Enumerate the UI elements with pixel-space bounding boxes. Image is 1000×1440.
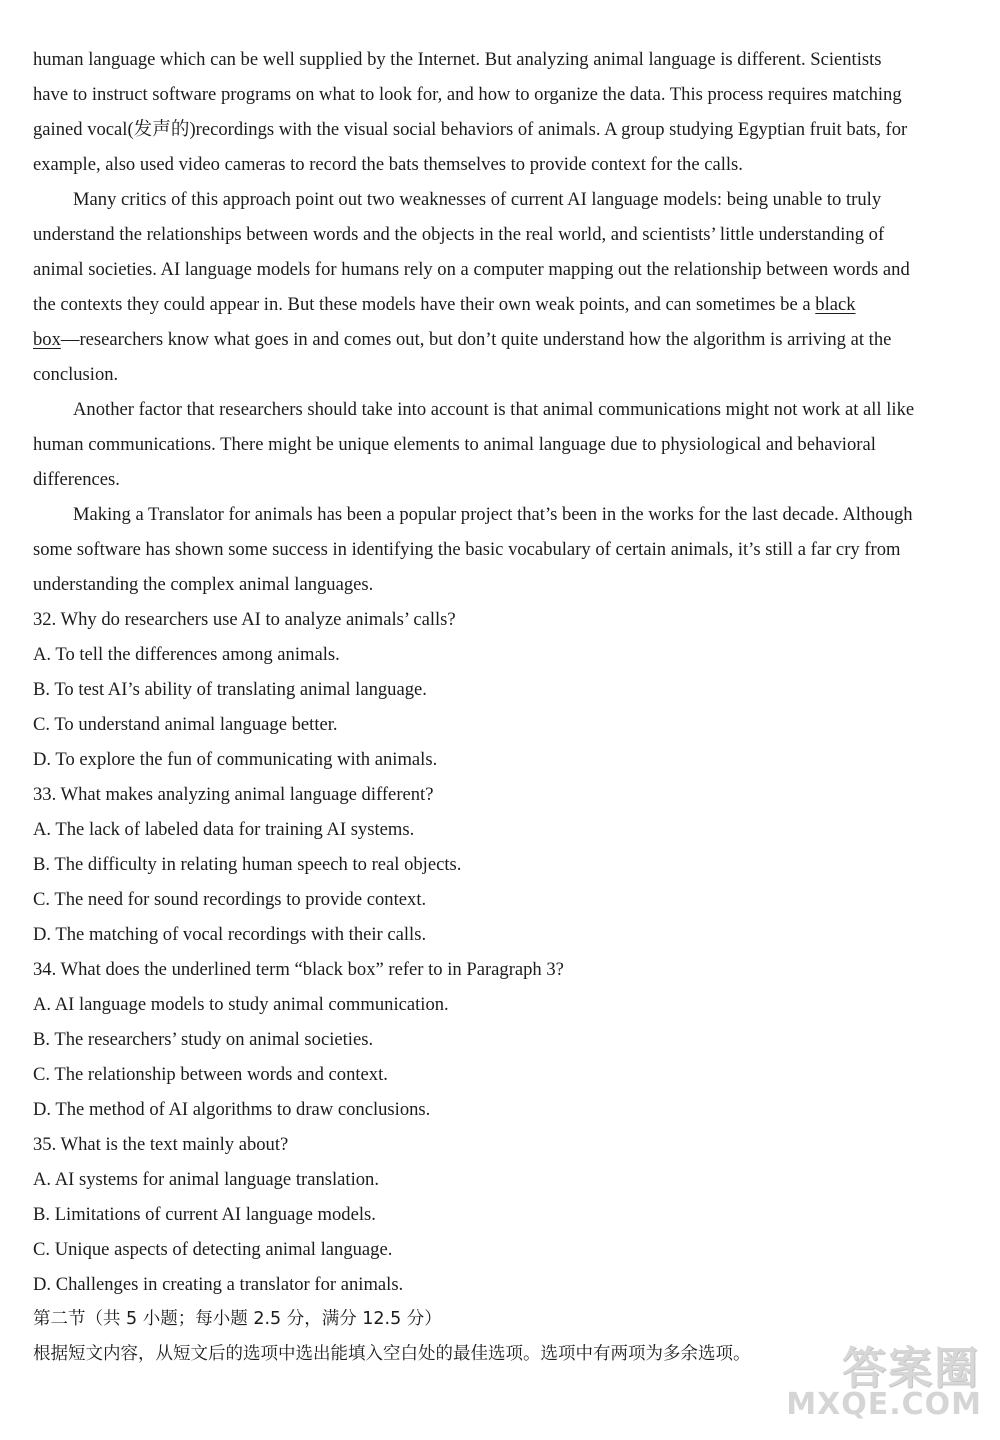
question-stem: 32. Why do researchers use AI to analyze animals’ calls? [33, 609, 456, 630]
paragraph-2 [33, 182, 973, 392]
option-d: D. The method of AI algorithms to draw conclusions. [33, 1099, 431, 1120]
watermark-url: MXQE.COM [786, 1387, 982, 1422]
question-stem: 34. What does the underlined term “black box” refer to in Paragraph 3? [33, 959, 564, 980]
option-a: A. The lack of labeled data for training AI systems. [33, 819, 415, 840]
text-line: Many critics of this approach point out two weaknesses of current AI language models: being unable to truly [73, 189, 882, 210]
option-b: B. The researchers’ study on animal societies. [33, 1029, 374, 1050]
text-line: understand the relationships between words and the objects in the real world, and scientists’ little understanding of [33, 224, 885, 245]
text-line: human language which can be well supplied by the Internet. But analyzing animal language is different. Scientists [33, 49, 882, 70]
underlined-term-box: box [33, 329, 61, 350]
question-34 [33, 952, 973, 1127]
option-d: D. Challenges in creating a translator for animals. [33, 1274, 404, 1295]
text-line: gained vocal(发声的)recordings with the visual social behaviors of animals. A group studying Egyptian fruit bats, for [33, 119, 908, 140]
paragraph-1 [33, 42, 973, 182]
text-line: differences. [33, 469, 120, 490]
text-line: some software has shown some success in identifying the basic vocabulary of certain animals, it’s still a far cry from [33, 539, 901, 560]
option-b: B. To test AI’s ability of translating animal language. [33, 679, 427, 700]
text-segment: —researchers know what goes in and comes out, but don’t quite understand how the algorithm is arriving at the [60, 329, 892, 350]
paragraph-4 [33, 497, 973, 602]
question-32 [33, 602, 973, 777]
paragraph-3 [33, 392, 973, 497]
question-33 [33, 777, 973, 952]
question-stem: 35. What is the text mainly about? [33, 1134, 289, 1155]
watermark-text: 答案圈 [842, 1343, 980, 1394]
option-d: D. The matching of vocal recordings with their calls. [33, 924, 427, 945]
option-c: C. The need for sound recordings to provide context. [33, 889, 427, 910]
option-b: B. Limitations of current AI language models. [33, 1204, 376, 1225]
question-stem: 33. What makes analyzing animal language different? [33, 784, 434, 805]
option-c: C. The relationship between words and context. [33, 1064, 388, 1085]
text-line: example, also used video cameras to record the bats themselves to provide context for the calls. [33, 154, 743, 175]
text-line: conclusion. [33, 364, 119, 385]
passage [33, 42, 973, 602]
section-header: 第二节（共 5 小题；每小题 2.5 分，满分 12.5 分） [33, 1309, 442, 1329]
document-page [33, 42, 973, 1372]
option-c: C. To understand animal language better. [33, 714, 338, 735]
underlined-term-black: black [815, 294, 856, 315]
section-two [33, 1302, 973, 1372]
option-b: B. The difficulty in relating human speech to real objects. [33, 854, 462, 875]
text-line: have to instruct software programs on what to look for, and how to organize the data. This process requires matching [33, 84, 902, 105]
option-c: C. Unique aspects of detecting animal language. [33, 1239, 393, 1260]
text-segment: the contexts they could appear in. But these models have their own weak points, and can sometimes be a [33, 294, 816, 315]
option-a: A. AI systems for animal language translation. [33, 1169, 379, 1190]
option-a: A. To tell the differences among animals. [33, 644, 340, 665]
section-instruction: 根据短文内容，从短文后的选项中选出能填入空白处的最佳选项。选项中有两项为多余选项。 [33, 1344, 751, 1364]
text-line [33, 287, 973, 322]
text-line: Making a Translator for animals has been a popular project that’s been in the works for the last decade. Although [73, 504, 913, 525]
text-line: animal societies. AI language models for humans rely on a computer mapping out the relationship between words and [33, 259, 910, 280]
option-a: A. AI language models to study animal communication. [33, 994, 449, 1015]
option-d: D. To explore the fun of communicating with animals. [33, 749, 438, 770]
text-line: Another factor that researchers should take into account is that animal communications might not work at all like [73, 399, 915, 420]
question-35 [33, 1127, 973, 1302]
text-line [33, 322, 973, 357]
text-line: understanding the complex animal languages. [33, 574, 374, 595]
text-line: human communications. There might be unique elements to animal language due to physiological and behavioral [33, 434, 876, 455]
